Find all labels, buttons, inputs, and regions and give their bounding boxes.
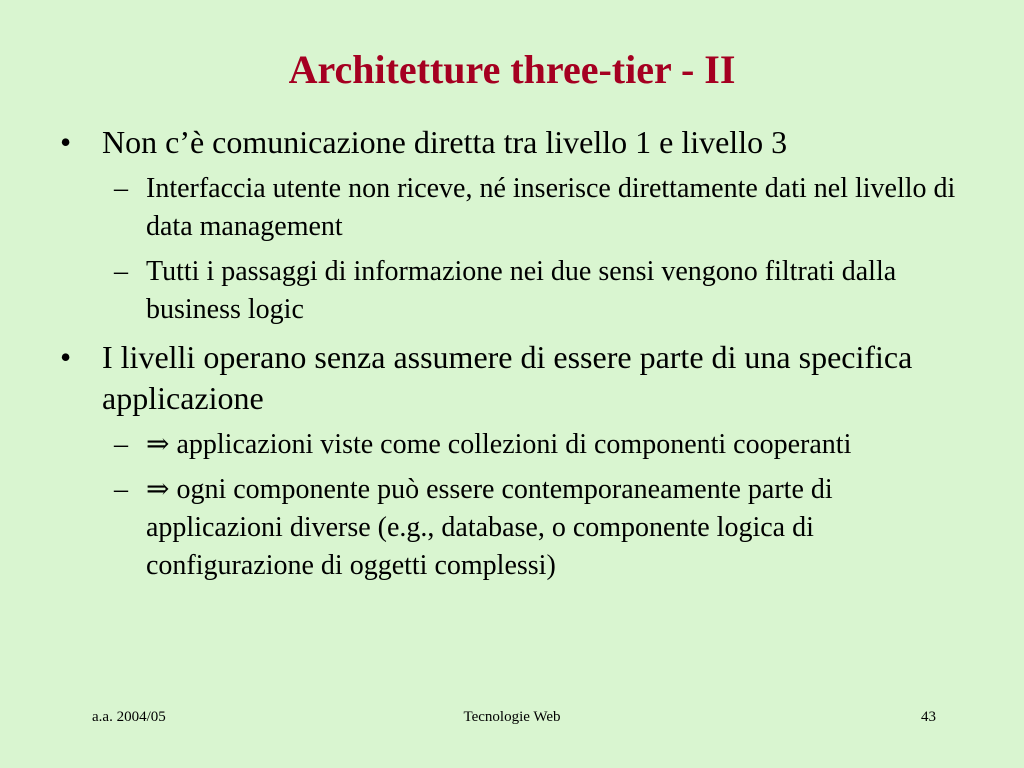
footer-page-number: 43 (921, 709, 936, 725)
subpoint-2-2-text: ⇒ ogni componente può essere contemporaneamente parte di applicazioni diverse (e.g., database, o componente logica di configurazione di oggetti complessi) (146, 474, 833, 581)
bullet-point-1-text: Non c’è comunicazione diretta tra livello 1 e livello 3 (102, 124, 788, 160)
footer-academic-year: a.a. 2004/05 (92, 709, 166, 725)
subpoint-1-1 (56, 170, 976, 246)
subpoint-2-2 (56, 471, 976, 585)
subpoint-1-2-text: Tutti i passaggi di informazione nei due sensi vengono filtrati dalla business logic (146, 256, 897, 325)
dash-icon: – (114, 173, 128, 204)
slide-body (56, 122, 976, 593)
subpoint-1-1-text: Interfaccia utente non riceve, né inserisce direttamente dati nel livello di data management (146, 173, 956, 242)
dash-icon: – (114, 474, 128, 505)
dash-icon: – (114, 256, 128, 287)
subpoint-1-2 (56, 253, 976, 329)
bullet-point-1 (56, 122, 976, 163)
bullet-point-2-text: I livelli operano senza assumere di essere parte di una specifica applicazione (102, 339, 913, 416)
dash-icon: – (114, 429, 128, 460)
subpoint-2-1 (56, 426, 976, 464)
footer-course-name: Tecnologie Web (463, 709, 561, 725)
bullet-point-1-subpoints (56, 170, 976, 329)
bullet-icon: • (60, 124, 72, 160)
bullet-point-2 (56, 337, 976, 419)
slide-title: Architetture three-tier - II (288, 47, 736, 92)
subpoint-2-1-text: ⇒ applicazioni viste come collezioni di componenti cooperanti (146, 429, 852, 460)
bullet-point-2-subpoints (56, 426, 976, 585)
bullet-icon: • (60, 339, 72, 375)
